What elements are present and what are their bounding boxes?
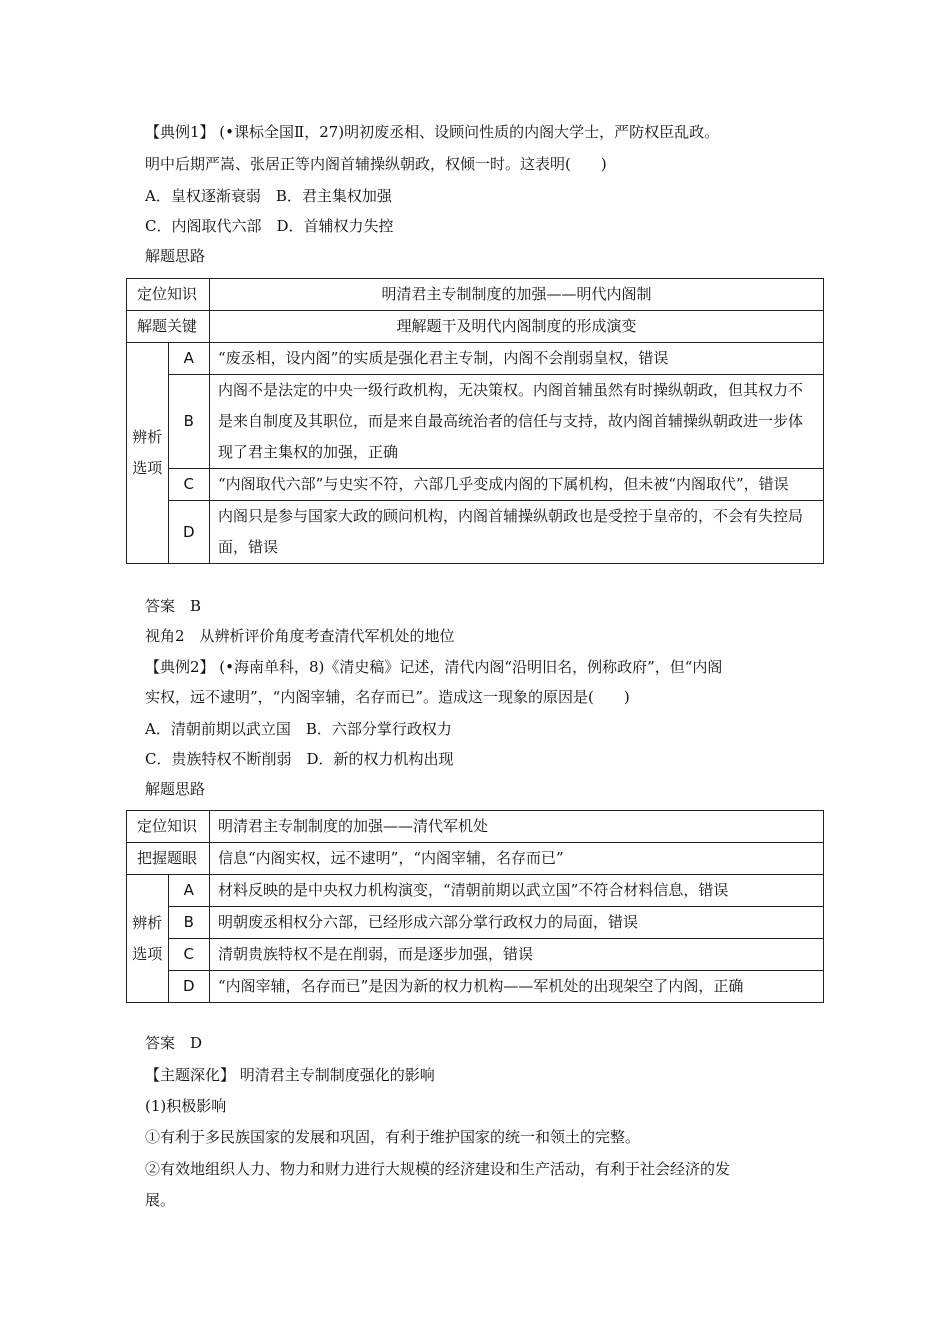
option-letter: C xyxy=(168,469,210,501)
row-value: 理解题干及明代内阁制度的形成演变 xyxy=(210,311,824,343)
option-analysis: 明朝废丞相权分六部，已经形成六部分掌行政权力的局面，错误 xyxy=(210,907,824,939)
example1-solution-heading: 解题思路 xyxy=(145,247,206,265)
row-label: 定位知识 xyxy=(127,811,210,843)
option-letter: B xyxy=(168,907,210,939)
table-row xyxy=(127,875,824,907)
table-row xyxy=(127,501,824,564)
example2-options-cd: C．贵族特权不断削弱 D．新的权力机构出现 xyxy=(145,750,454,768)
row-label: 把握题眼 xyxy=(127,843,210,875)
option-analysis: 内阁只是参与国家大政的顾问机构，内阁首辅操纵朝政也是受控于皇帝的，不会有失控局面，错误 xyxy=(210,501,824,564)
example1-options-ab: A．皇权逐渐衰弱 B．君主集权加强 xyxy=(145,187,392,205)
table-row xyxy=(127,971,824,1003)
option-analysis: “废丞相，设内阁”的实质是强化君主专制，内阁不会削弱皇权，错误 xyxy=(210,343,824,375)
analysis-side-label xyxy=(127,343,169,564)
example1-options-cd: C．内阁取代六部 D．首辅权力失控 xyxy=(145,217,394,235)
example1-analysis-table xyxy=(126,278,824,564)
view2-heading: 视角2 从辨析评价角度考查清代军机处的地位 xyxy=(145,627,455,645)
side-label-line2: 选项 xyxy=(132,944,163,963)
example2-stem-line1: 【典例2】 (•海南单科，8)《清史稿》记述，清代内阁“沿明旧名，例称政府”，但“内阁 xyxy=(145,658,723,676)
side-label-line2: 选项 xyxy=(132,459,163,477)
example1-stem-line1: 【典例1】 (•课标全国Ⅱ，27)明初废丞相、设顾问性质的内阁大学士，严防权臣乱政。 xyxy=(145,123,720,141)
analysis-side-label xyxy=(127,875,169,1003)
theme-point-1: ①有利于多民族国家的发展和巩固，有利于维护国家的统一和领土的完整。 xyxy=(145,1128,641,1146)
example2-solution-heading: 解题思路 xyxy=(145,780,206,798)
row-label: 定位知识 xyxy=(127,279,210,311)
option-letter: D xyxy=(168,971,210,1003)
example1-answer: 答案 B xyxy=(145,597,202,615)
table-row xyxy=(127,375,824,469)
option-letter: A xyxy=(168,343,210,375)
theme-subheading: (1)积极影响 xyxy=(145,1097,227,1115)
option-letter: C xyxy=(168,939,210,971)
example2-analysis-table xyxy=(126,810,824,1003)
side-label-line1: 辨析 xyxy=(132,428,163,446)
row-value: 信息“内阁实权，远不逮明”，“内阁宰辅，名存而已” xyxy=(210,843,824,875)
row-value: 明清君主专制制度的加强——明代内阁制 xyxy=(210,279,824,311)
table-row xyxy=(127,311,824,343)
example1-stem-line2: 明中后期严嵩、张居正等内阁首辅操纵朝政，权倾一时。这表明( ) xyxy=(145,155,607,173)
example2-answer: 答案 D xyxy=(145,1034,203,1052)
table-row xyxy=(127,843,824,875)
table-row xyxy=(127,279,824,311)
option-letter: B xyxy=(168,375,210,469)
option-analysis: “内阁取代六部”与史实不符，六部几乎变成内阁的下属机构，但未被“内阁取代”，错误 xyxy=(210,469,824,501)
table-row xyxy=(127,907,824,939)
option-letter: A xyxy=(168,875,210,907)
option-analysis: 清朝贵族特权不是在削弱，而是逐步加强，错误 xyxy=(210,939,824,971)
row-value: 明清君主专制制度的加强——清代军机处 xyxy=(210,811,824,843)
table-row xyxy=(127,811,824,843)
side-label-line1: 辨析 xyxy=(132,913,163,932)
option-analysis: 内阁不是法定的中央一级行政机构，无决策权。内阁首辅虽然有时操纵朝政，但其权力不是来自制度及其职位，而是来自最高统治者的信任与支持，故内阁首辅操纵朝政进一步体现了君主集权的加强，正确 xyxy=(210,375,824,469)
table-row xyxy=(127,939,824,971)
option-analysis: “内阁宰辅，名存而已”是因为新的权力机构——军机处的出现架空了内阁，正确 xyxy=(210,971,824,1003)
option-letter: D xyxy=(168,501,210,564)
example2-options-ab: A．清朝前期以武立国 B．六部分掌行政权力 xyxy=(145,720,452,738)
table-row xyxy=(127,343,824,375)
table-row xyxy=(127,469,824,501)
row-label: 解题关键 xyxy=(127,311,210,343)
example2-stem-line2: 实权，远不逮明”，“内阁宰辅，名存而已”。造成这一现象的原因是( ) xyxy=(145,688,630,706)
option-analysis: 材料反映的是中央权力机构演变，“清朝前期以武立国”不符合材料信息，错误 xyxy=(210,875,824,907)
theme-heading: 【主题深化】 明清君主专制制度强化的影响 xyxy=(145,1066,435,1084)
theme-point-2-line2: 展。 xyxy=(145,1191,176,1209)
theme-point-2-line1: ②有效地组织人力、物力和财力进行大规模的经济建设和生产活动，有利于社会经济的发 xyxy=(145,1160,731,1178)
